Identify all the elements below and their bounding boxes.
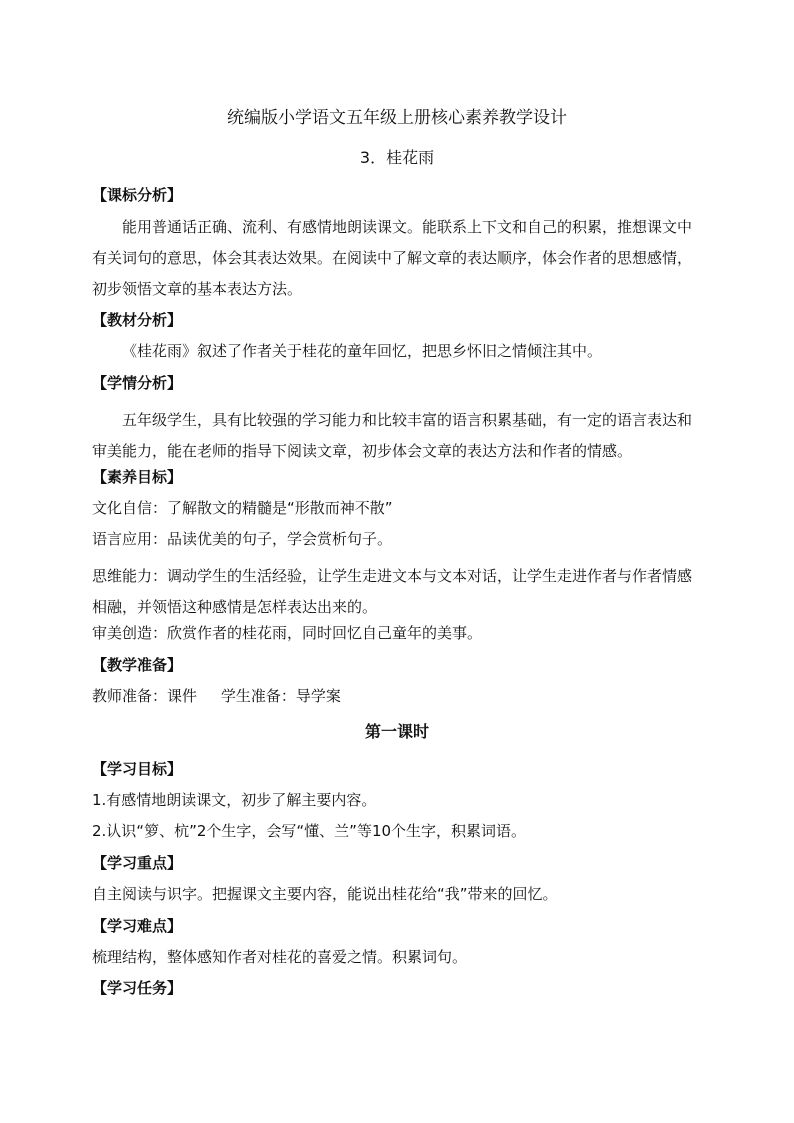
tasks-heading: 【学习任务】 [92, 979, 183, 997]
curriculum-heading: 【课标分析】 [92, 186, 183, 204]
prep-heading: 【教学准备】 [92, 656, 183, 674]
focus-heading: 【学习重点】 [92, 854, 183, 872]
document-title: 统编版小学语文五年级上册核心素养教学设计 [227, 108, 567, 128]
objective-item: 2.认识“箩、杭”2个生字，会写“懂、兰”等10个生字，积累词语。 [92, 822, 527, 840]
difficulty-text: 梳理结构，整体感知作者对桂花的喜爱之情。积累词句。 [92, 948, 468, 966]
textbook-heading: 【教材分析】 [92, 311, 183, 329]
focus-text: 自主阅读与识字。把握课文主要内容，能说出桂花给“我”带来的回忆。 [92, 885, 558, 903]
textbook-paragraph: 《桂花雨》叙述了作者关于桂花的童年回忆，把思乡怀旧之情倾注其中。 [122, 342, 603, 360]
learner-heading: 【学情分析】 [92, 374, 183, 392]
curriculum-paragraph: 能用普通话正确、流利、有感情地朗读课文。能联系上下文和自己的积累，推想课文中有关词句的意思，体会其表达效果。在阅读中了解文章的表达顺序，体会作者的思想感情，初步领悟文章的基本表达方法。 [92, 218, 693, 298]
literacy-item: 文化自信：了解散文的精髓是“形散而神不散” [92, 499, 393, 517]
literacy-item: 审美创造：欣赏作者的桂花雨，同时回忆自己童年的美事。 [92, 624, 483, 642]
literacy-item: 思维能力：调动学生的生活经验，让学生走进文本与文本对话，让学生走进作者与作者情感相融，并领悟这种感情是怎样表达出来的。 [92, 567, 693, 616]
prep-text: 教师准备：课件 学生准备：导学案 [92, 687, 341, 705]
lesson-period-title: 第一课时 [364, 722, 429, 741]
literacy-item: 语言应用：品读优美的句子，学会赏析句子。 [92, 530, 393, 548]
objectives-heading: 【学习目标】 [92, 760, 183, 778]
lesson-subtitle: 3．桂花雨 [359, 148, 435, 167]
objective-item: 1.有感情地朗读课文，初步了解主要内容。 [92, 791, 377, 809]
difficulty-heading: 【学习难点】 [92, 917, 183, 935]
learner-paragraph: 五年级学生，具有比较强的学习能力和比较丰富的语言积累基础，有一定的语言表达和审美能力，能在老师的指导下阅读文章，初步体会文章的表达方法和作者的情感。 [92, 411, 693, 460]
literacy-heading: 【素养目标】 [92, 468, 183, 486]
